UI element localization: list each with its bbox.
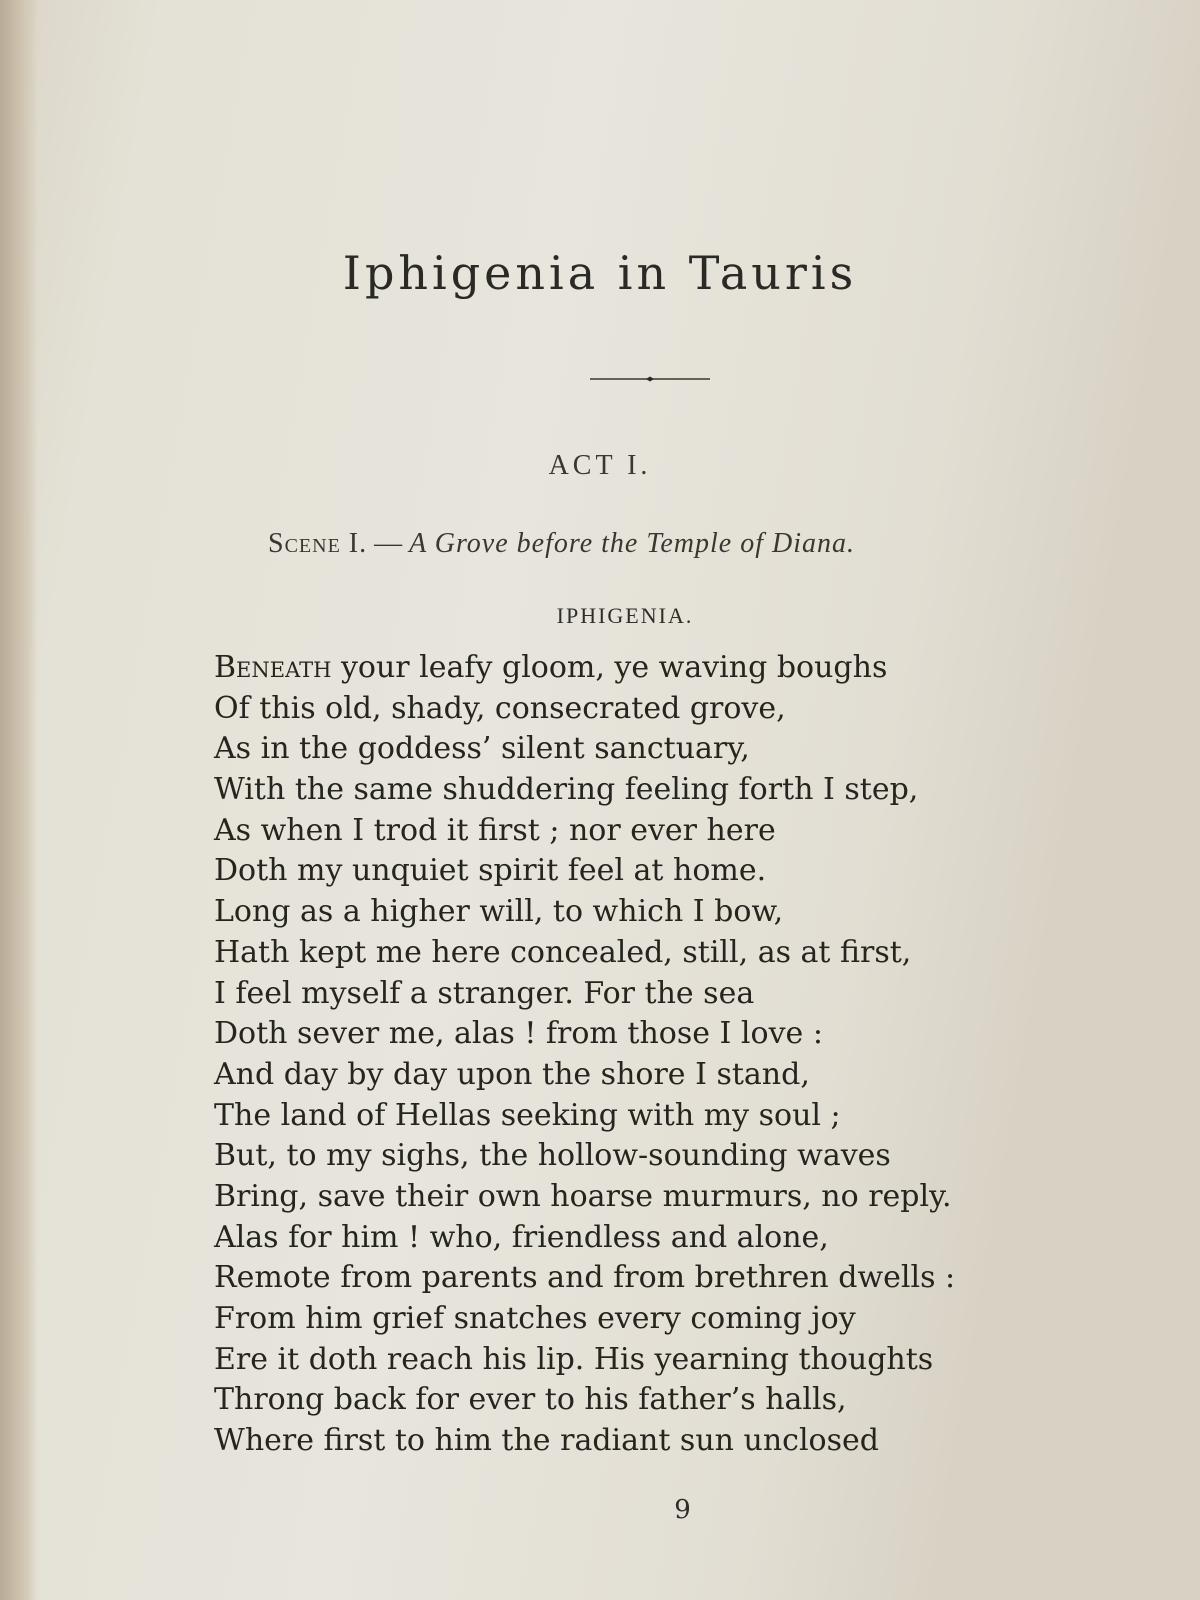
verse-line: Doth my unquiet spirit feel at home.	[214, 853, 767, 889]
verse-line: Ere it doth reach his lip. His yearning thoughts	[214, 1341, 934, 1377]
scene-label: Scene I.	[268, 528, 368, 559]
verse-line: Doth sever me, alas ! from those I love :	[214, 1016, 823, 1052]
verse-line: With the same shuddering feeling forth I step,	[214, 772, 919, 808]
verse-block	[214, 648, 955, 1462]
verse-first-line-rest: your leafy gloom, ye waving boughs	[331, 650, 888, 685]
verse-line: Where first to him the radiant sun unclosed	[214, 1423, 879, 1459]
page-number: 9	[674, 1495, 691, 1525]
verse-line: Alas for him ! who, friendless and alone,	[214, 1219, 829, 1255]
scene-title: A Grove before the Temple of Diana.	[409, 528, 855, 559]
title-ornament-rule	[590, 376, 710, 382]
verse-line: Of this old, shady, consecrated grove,	[214, 690, 786, 726]
verse-line: And day by day upon the shore I stand,	[214, 1056, 810, 1092]
verse-line: Long as a higher will, to which I bow,	[214, 894, 784, 930]
verse-line: As when I trod it first ; nor ever here	[214, 812, 776, 848]
verse-line: From him grief snatches every coming joy	[214, 1301, 856, 1336]
scene-dash: —	[374, 528, 403, 559]
speaker-name: IPHIGENIA.	[556, 603, 694, 628]
play-title: Iphigenia in Tauris	[342, 246, 858, 300]
verse-line: The land of Hellas seeking with my soul ;	[214, 1097, 841, 1133]
verse-line: Hath kept me here concealed, still, as at first,	[214, 934, 912, 970]
page-gutter-edge	[0, 0, 38, 1600]
act-heading: ACT I.	[548, 450, 652, 481]
verse-line: Throng back for ever to his father’s halls,	[214, 1382, 847, 1418]
scene-heading	[268, 528, 855, 560]
verse-line: As in the goddess’ silent sanctuary,	[214, 731, 750, 767]
verse-line: Bring, save their own hoarse murmurs, no reply.	[214, 1178, 952, 1214]
verse-first-word: Beneath	[214, 650, 332, 685]
verse-line: Remote from parents and from brethren dwells :	[214, 1260, 956, 1296]
verse-line: I feel myself a stranger. For the sea	[214, 975, 755, 1011]
verse-line	[214, 648, 955, 689]
verse-line: But, to my sighs, the hollow-sounding waves	[214, 1138, 891, 1174]
